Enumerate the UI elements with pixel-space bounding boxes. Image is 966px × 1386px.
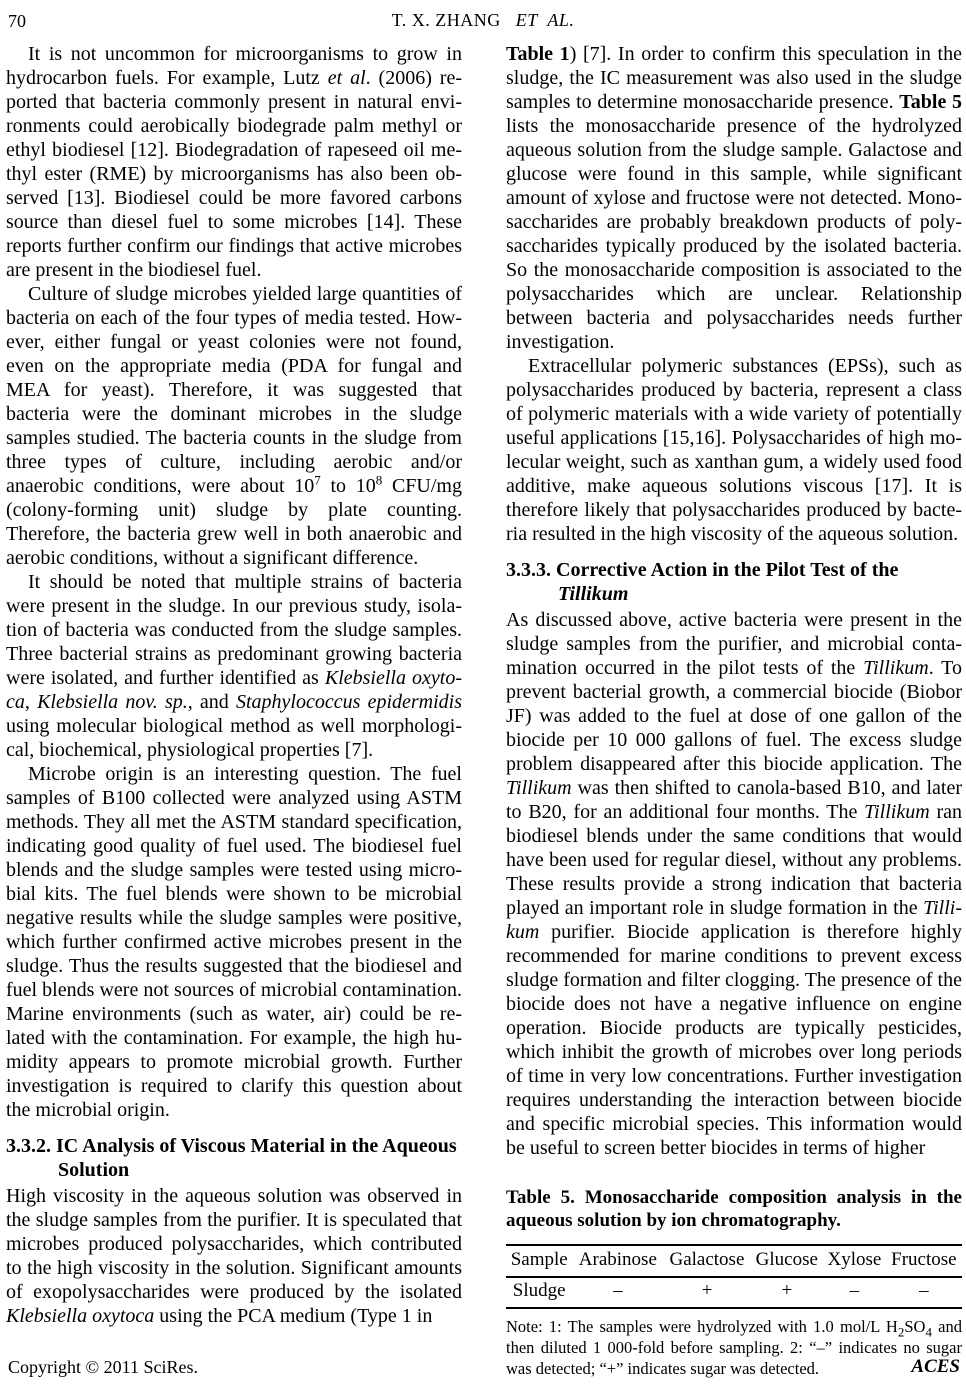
table-header-cell: Xylose xyxy=(823,1245,886,1277)
table-header-cell: Arabinose xyxy=(572,1245,663,1277)
two-column-body xyxy=(6,42,962,1379)
table-cell: – xyxy=(823,1277,886,1308)
page-footer xyxy=(6,1354,960,1378)
paragraph: Culture of sludge microbes yielded large quantities of bacteria on each of the four types of media tested. However, either fungal or yeast colonies were not found, even on the appropriate media (PDA for fungal and MEA for yeast). Therefore, it was suggested that bacteria were the dominant microbes in the sludge samples studied. The bacteria counts in the sludge from three types of culture, including aerobic and/or anaerobic conditions, were about $10^7$ to $10^8$ CFU/mg (colony-forming unit) sludge by plate counting. Therefore, the bacteria grew well in both anaerobic and aerobic conditions, without a significant difference. xyxy=(6,283,462,569)
right-column xyxy=(506,42,962,1379)
table-cell: – xyxy=(572,1277,663,1308)
monosaccharide-table xyxy=(506,1244,962,1309)
table-header-cell: Galactose xyxy=(663,1245,750,1277)
paragraph: Table 1) [7]. In order to confirm this speculation in the sludge, the IC measurement was also used in the sludge samples to determine monosaccharide presence. Table 5 lists the monosaccharide presence of the hydrolyzed aqueous solution from the sludge sample. Galactose and glucose were found in this sample, while significant amount of xylose and fructose were not detected. Monosaccharides are probably breakdown products of polysaccharides typically produced by the isolated bacteria. So the monosaccharide composition is associated to the polysaccharides which are unclear. Relationship between bacteria and polysaccharides needs further investigation. xyxy=(506,43,963,353)
page-header xyxy=(6,10,960,34)
table-cell: + xyxy=(663,1277,750,1308)
table-cell: Sludge xyxy=(506,1277,572,1308)
paragraph: It is not uncommon for microorganisms to grow in hydrocarbon fuels. For example, Lutz et al. (2006) reported that bacteria commonly present in natural environments could aerobically biodegrade palm methyl or ethyl biodiesel [12]. Biodegradation of rapeseed oil methyl ester (RME) by microorganisms has also been observed [13]. Biodiesel could be more favored carbons source than diesel fuel to some microbes [14]. These reports further confirm our findings that active microbes are present in the biodiesel fuel. xyxy=(6,43,462,281)
table-header-cell: Fructose xyxy=(886,1245,962,1277)
journal-abbreviation: ACES xyxy=(911,1356,960,1377)
table-header-cell: Glucose xyxy=(751,1245,824,1277)
table-caption: Table 5. Monosaccharide composition analysis in the aqueous solution by ion chromatography. xyxy=(506,1187,962,1231)
page-number: 70 xyxy=(8,11,26,31)
paragraph: It should be noted that multiple strains of bacteria were present in the sludge. In our previous study, isolation of bacteria was conducted from the sludge samples. Three bacterial strains as predominant growing bacteria were isolated, and further identified as Klebsiella oxytoca, Klebsiella nov. sp., and Staphylococcus epidermidis using molecular biological method as well morphological, biochemical, physiological properties [7]. xyxy=(6,571,463,761)
table-header-cell: Sample xyxy=(506,1245,572,1277)
running-head: T. X. ZHANG ET AL. xyxy=(391,10,575,30)
table-note: Note: 1: The samples were hydrolyzed with 1.0 mol/L $H_2SO_4$ and then diluted 1 000-fold before sampling. 2: “–” indicates no sugar was detected; “+” indicates sugar was detected. xyxy=(506,1317,962,1378)
left-column xyxy=(6,42,462,1379)
paragraph: As discussed above, active bacteria were present in the sludge samples from the purifier, and microbial contamination occurred in the pilot tests of the Tillikum. To prevent bacterial growth, a commercial biocide (Biobor JF) was added to the fuel at dose of one gallon of the biocide per 10 000 gallons of fuel. The excess sludge problem disappeared after this biocide application. The Tillikum was then shifted to canola-based B10, and later to B20, for an additional four months. The Tillikum ran biodiesel blends under the same conditions that would have been used for regular diesel, without any problems. These results provide a strong indication that bacteria played an important role in sludge formation in the Tillikum purifier. Biocide application is therefore highly recommended for marine conditions to prevent excess sludge formation and filter clogging. The presence of the biocide does not have a negative influence on engine operation. Biocide products are typically pesticides, which inhibit the growth of microbes over long periods of time in very low concentrations. Further investigation requires understanding the interaction between biocide and specific microbial species. This information would be useful to screen better biocides in terms of higher xyxy=(506,609,962,1159)
table-header-row xyxy=(506,1245,962,1277)
paragraph: High viscosity in the aqueous solution was observed in the sludge samples from the purifier. It is speculated that microbes produced polysaccharides, which contributed to the high viscosity in the solution. Significant amounts of exopolysaccharides were produced by the isolated Klebsiella oxytoca using the PCA medium (Type 1 in xyxy=(6,1185,462,1327)
section-heading: 3.3.3. Corrective Action in the Pilot Test of the Tillikum xyxy=(506,559,899,605)
copyright-notice: Copyright © 2011 SciRes. xyxy=(8,1357,199,1377)
table-row xyxy=(506,1277,962,1308)
paragraph: Microbe origin is an interesting question. The fuel samples of B100 collected were analyzed using ASTM methods. They all met the ASTM standard specification, indicating good quality of fuel used. The biodiesel fuel blends and the sludge samples were tested using microbial kits. The fuel blends were shown to be microbial negative results while the sludge samples were positive, which further confirmed active microbes present in the sludge. Thus the results suggested that the biodiesel and fuel blends were not sources of microbial contamination. Marine environments (such as water, air) could be related with the contamination. For example, the high humidity appears to promote microbial growth. Further investigation is required to clarify this question about the microbial origin. xyxy=(6,763,462,1121)
table5-block xyxy=(506,1186,962,1379)
section-heading: 3.3.2. IC Analysis of Viscous Material in the Aqueous Solution xyxy=(6,1135,457,1181)
paragraph: Extracellular polymeric substances (EPSs), such as polysaccharides produced by bacteria, represent a class of polymeric materials with a wide variety of potentially useful applications [15,16]. Polysaccharides of high molecular weight, such as xanthan gum, a widely used food additive, make aqueous solutions viscous [17]. It is therefore likely that polysaccharides produced by bacteria resulted in the high viscosity of the aqueous solution. xyxy=(506,355,962,545)
table-cell: + xyxy=(751,1277,824,1308)
table-cell: – xyxy=(886,1277,962,1308)
